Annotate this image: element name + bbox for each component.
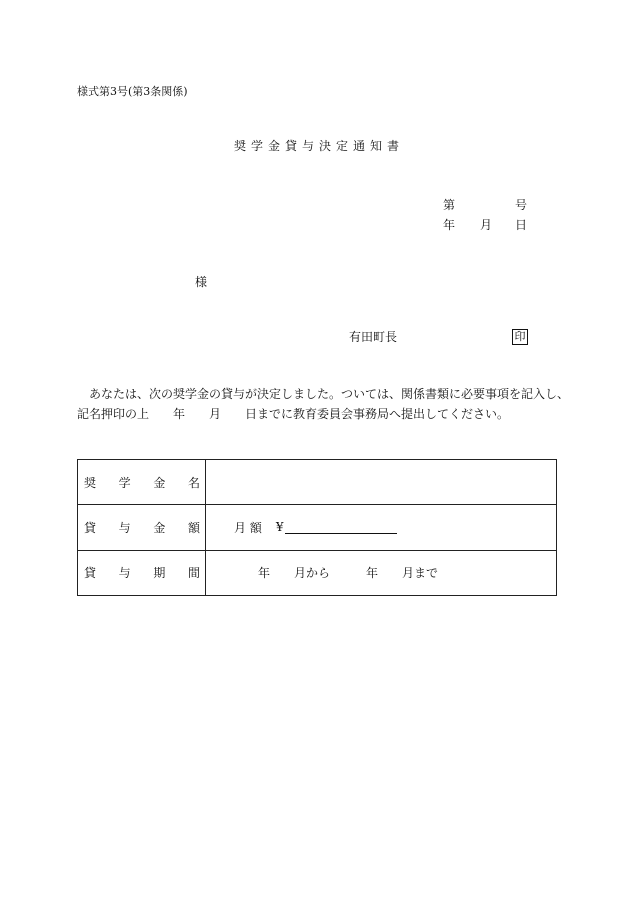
body-line-2-suffix: 日までに教育委員会事務局へ提出してください。 [245,407,510,421]
document-title: 奨学金貸与決定通知書 [233,139,404,153]
label-char: 与 [118,566,131,581]
period-start-year: 年 [258,566,271,581]
monthly-amount-label: 月 額 [234,520,262,535]
label-char: 与 [118,520,131,535]
label-char: 期 [153,566,166,581]
amount-blank-underline[interactable] [285,521,397,534]
label-char: 額 [187,520,200,535]
body-paragraph-line-1 [77,388,569,400]
label-char: 奨 [84,475,97,490]
table-row-scholarship-name [78,460,557,505]
table-row-loan-amount [78,505,557,550]
body-line-2-year: 年 [173,407,186,421]
scholarship-name-value[interactable] [206,460,557,505]
label-char: 学 [118,475,131,490]
issuer-name: 有田町長 [349,330,398,344]
table-row-loan-period [78,550,557,595]
date-year-label: 年 [443,218,456,232]
yen-symbol: ¥ [275,520,284,535]
label-char: 間 [187,566,200,581]
scholarship-info-table [77,459,557,596]
body-paragraph-line-2 [77,408,509,420]
loan-amount-value[interactable] [206,505,557,550]
recipient-honorific: 様 [195,275,208,289]
scholarship-name-label [78,460,206,505]
date-month-label: 月 [480,218,493,232]
document-number-suffix: 号 [515,198,528,212]
period-start-month: 月から [294,566,331,581]
body-line-2-prefix: 記名押印の上 [77,407,150,421]
label-char: 金 [153,520,166,535]
form-number-label: 様式第3号(第3条関係) [77,85,188,98]
loan-period-value[interactable] [206,550,557,595]
document-number-label: 第 [443,198,456,212]
period-end-month: 月まで [402,566,439,581]
loan-period-label [78,550,206,595]
label-char: 貸 [84,520,97,535]
body-text-line-1: あなたは、次の奨学金の貸与が決定しました。ついては、関係書類に必要事項を記入し、 [89,387,570,401]
body-line-2-month: 月 [209,407,222,421]
label-char: 名 [187,475,200,490]
loan-amount-label [78,505,206,550]
label-char: 金 [153,475,166,490]
label-char: 貸 [84,566,97,581]
seal-stamp-box: 印 [512,329,528,345]
date-day-label: 日 [515,218,528,232]
period-end-year: 年 [366,566,379,581]
